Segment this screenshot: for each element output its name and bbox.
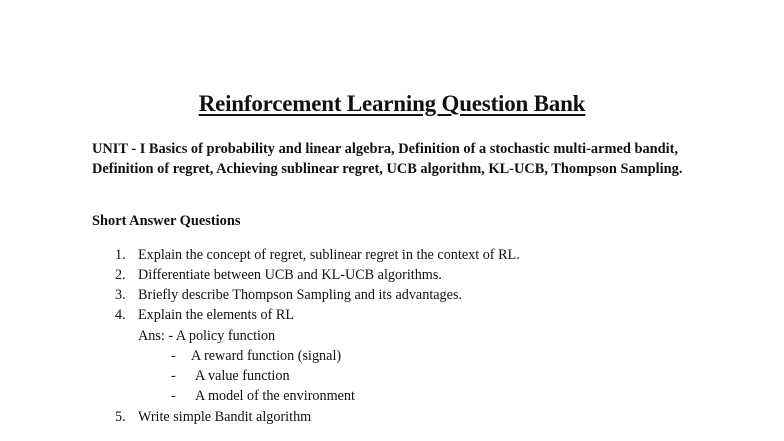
question-text: Write simple Bandit algorithm bbox=[138, 409, 312, 425]
answer-item: A model of the environment bbox=[195, 388, 355, 404]
question-text: Briefly describe Thompson Sampling and its advantages. bbox=[138, 287, 463, 303]
answer-intro: Ans: - A policy function bbox=[138, 328, 276, 344]
question-number: 1. bbox=[115, 247, 126, 263]
question-number: 4. bbox=[115, 307, 126, 323]
question-number: 5. bbox=[115, 409, 126, 425]
question-text: Differentiate between UCB and KL-UCB algorithms. bbox=[138, 267, 442, 283]
question-text: Explain the concept of regret, sublinear regret in the context of RL. bbox=[138, 247, 520, 263]
question-number: 3. bbox=[115, 287, 126, 303]
answer-item: A reward function (signal) bbox=[191, 348, 342, 364]
document-title: Reinforcement Learning Question Bank bbox=[198, 91, 586, 116]
question-text: Explain the elements of RL bbox=[138, 307, 295, 323]
unit-description: UNIT - I Basics of probability and linear algebra, Definition of a stochastic multi-armed bandit, Definition of regret, Achieving sublinear regret, UCB algorithm, KL-UCB, Thompson Sampling. bbox=[92, 141, 683, 177]
answer-dash: - bbox=[171, 348, 176, 364]
question-number: 2. bbox=[115, 267, 126, 283]
answer-item: A value function bbox=[195, 368, 290, 384]
answer-dash: - bbox=[171, 388, 176, 404]
answer-dash: - bbox=[171, 368, 176, 384]
section-heading: Short Answer Questions bbox=[92, 213, 241, 229]
